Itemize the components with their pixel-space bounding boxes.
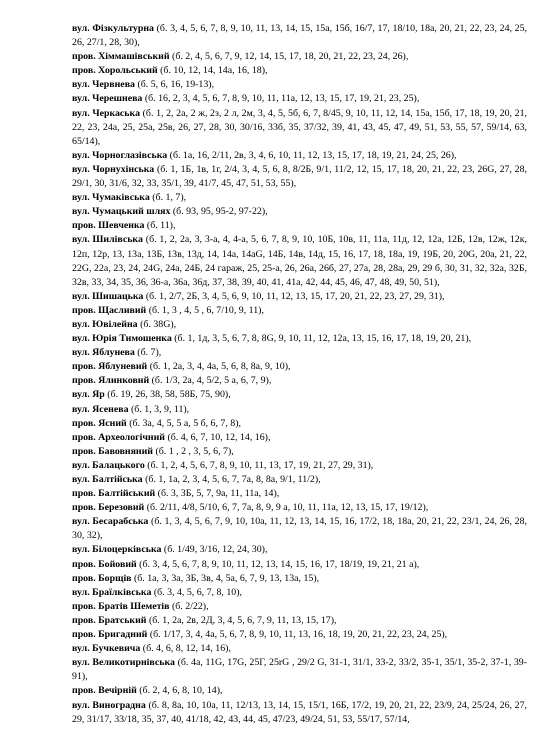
- house-numbers: (б. 1/17, 3, 4, 4а, 5, 6, 7, 8, 9, 10, 11, 13, 16, 18, 19, 20, 21, 22, 23, 24, 25),: [147, 629, 448, 641]
- street-name: вул. Юрія Тимошенка: [72, 333, 172, 345]
- street-entry: [72, 572, 527, 586]
- house-numbers: (б. 2/11, 4/8, 5/10, 6, 7, 7а, 8, 9, 9 а, 10, 11, 11а, 12, 13, 15, 17, 19/12),: [144, 502, 429, 514]
- street-entry: [72, 205, 527, 219]
- street-entry: [72, 586, 527, 600]
- street-entry: [72, 304, 527, 318]
- street-name: вул. Виноградна: [72, 699, 146, 711]
- house-numbers: (б. 3, 4, 5, 6, 7, 8, 9, 10, 11, 12, 13, 14, 15, 16, 17, 18/19, 19, 21, 21 а),: [136, 558, 420, 570]
- street-name: вул. Чорнухінська: [72, 163, 155, 175]
- street-entry: [72, 22, 527, 50]
- house-numbers: (б. 2, 4, 5, 6, 7, 9, 12, 14, 15, 17, 18, 20, 21, 22, 23, 24, 26),: [169, 51, 409, 63]
- street-name: вул. Чумаківська: [72, 192, 150, 204]
- street-name: пров. Ясний: [72, 417, 127, 429]
- street-entry: [72, 487, 527, 501]
- street-entry: [72, 543, 527, 557]
- house-numbers: (б. 3а, 4, 5, 5 а, 5 б, 6, 7, 8),: [126, 417, 242, 429]
- street-entry: [72, 163, 527, 191]
- street-name: пров. Хорольський: [72, 65, 158, 77]
- house-numbers: (б. 1/49, 3/16, 12, 24, 30),: [161, 544, 268, 556]
- street-name: вул. Шилівська: [72, 234, 143, 246]
- street-entry: [72, 642, 527, 656]
- street-name: вул. Бучкевича: [72, 643, 141, 655]
- street-entry: [72, 107, 527, 149]
- street-name: вул. Яблунева: [72, 347, 135, 359]
- house-numbers: (б. 1, 2а, 2в, 2Д, 3, 4, 5, 6, 7, 9, 11, 13, 15, 17),: [146, 614, 337, 626]
- street-name: пров. Шевченка: [72, 220, 145, 232]
- house-numbers: (б. 5, 6, 16, 19-13),: [134, 79, 215, 91]
- house-numbers: (б. 3, 3Б, 5, 7, 9а, 11, 11а, 14),: [155, 488, 280, 500]
- house-numbers: (б. 1, 2, 2а, 3, 3-а, 4, 4-а, 5, 6, 7, 8, 9, 10, 10Б, 10в, 11, 11а, 11д, 12, 12а, 12Б, 12в, 12ж, 12к, 12п, 12р, 13, 13а, 13Б, 13в, 13д, 14, 14а, 14аG, 14Б, 14в, 14д, 15, 16, 17, 18, 18а, 19, 19Б, 20, 20G, 20а, 21, 22, 22G, 22а, 23, 24, 24G, 24а, 24Б, 24 гараж, 25, 25-а, 26, 26а, 26б, 27, 27а, 28, 28а, 29, 29 б, 30, 31, 32, 32а, 32Б, 32в, 33, 34, 35, 36, 36-а, 36а, 36д, 37, 38, 39, 40, 41, 41а, 42, 44, 45, 46, 47, 48, 49, 50, 51),: [72, 234, 527, 288]
- street-name: пров. Борщів: [72, 572, 132, 584]
- house-numbers: (б. 1а, 3, 3а, 3Б, 3в, 4, 5а, 6, 7, 9, 13, 13а, 15),: [131, 572, 320, 584]
- house-numbers: (б. 1/3, 2а, 4, 5/2, 5 а, 6, 7, 9),: [149, 375, 272, 387]
- street-name: пров. Ялинковий: [72, 375, 150, 387]
- street-name: вул. Ювілейна: [72, 318, 138, 330]
- street-entry: [72, 50, 527, 64]
- street-entry: [72, 501, 527, 515]
- street-name: вул. Яр: [72, 389, 105, 401]
- street-name: вул. Балацького: [72, 459, 145, 471]
- house-numbers: (б. 1, 7),: [149, 192, 187, 204]
- street-entry: [72, 64, 527, 78]
- street-entry: [72, 600, 527, 614]
- street-entry: [72, 149, 527, 163]
- street-name: вул. Балтійська: [72, 474, 143, 485]
- house-numbers: (б. 93, 95, 95-2, 97-22),: [170, 206, 268, 218]
- house-numbers: (б. 1, 2, 2а, 2 ж, 2з, 2 л, 2м, 3, 4, 5, 5б, 6, 7, 8/45, 9, 10, 11, 12, 14, 15а, 15б, 17, 18, 19, 20, 21, 22, 23, 24а, 25, 25а, 25в, 26, 27, 28, 30, 30/16, 33б, 35, 37/32, 39, 41, 43, 45, 47, 49, 51, 53, 55, 57, 59/14, 63, 65/14),: [72, 107, 527, 147]
- street-name: вул. Черкаська: [72, 107, 141, 119]
- street-name: пров. Братський: [72, 614, 147, 626]
- house-numbers: (б. 1, 3, 4, 5, 6, 7, 9, 10, 10а, 11, 12, 13, 14, 15, 16, 17/2, 18, 18а, 20, 21, 22, 23/1, 24, 26, 28, 30, 32),: [72, 516, 528, 542]
- street-name: вул. Ясенева: [72, 403, 129, 415]
- house-numbers: (б. 1 , 2 , 3, 5, 6, 7),: [153, 445, 234, 457]
- street-entry: [72, 78, 527, 92]
- street-entry: [72, 92, 527, 106]
- street-name: вул. Бесарабська: [72, 516, 149, 528]
- house-numbers: (б. 1а, 16, 2/11, 2в, 3, 4, 6, 10, 11, 12, 13, 15, 17, 18, 19, 21, 24, 25, 26),: [167, 149, 457, 161]
- street-entry: [72, 445, 527, 459]
- street-entry: [72, 558, 527, 572]
- house-numbers: (б. 4а, 11G, 17G, 25Г, 25rG , 29/2 G, 31-1, 31/1, 33-2, 33/2, 35-1, 35/1, 35-2, 37-1, 39-91),: [72, 657, 527, 683]
- house-numbers: (б. 10, 12, 14, 14а, 16, 18),: [157, 65, 268, 77]
- house-numbers: (б. 2/22),: [169, 600, 209, 612]
- street-entry: [72, 459, 527, 473]
- house-numbers: (б. 3, 4, 5, 6, 7, 8, 9, 10, 11, 13, 14, 15, 15а, 15б, 16/7, 17, 18/10, 18а, 20, 21, 22, 23, 24, 25, 26, 27/1, 28, 30),: [72, 23, 527, 49]
- street-entry: [72, 628, 527, 642]
- street-name: пров. Бригадний: [72, 629, 148, 641]
- street-name: пров. Хіммашівський: [72, 51, 170, 63]
- house-numbers: (б. 2, 4, 6, 8, 10, 14),: [136, 685, 223, 697]
- house-numbers: (б. 1, 1Б, 1в, 1г, 2/4, 3, 4, 5, 6, 8, 8/2Б, 9/1, 11/2, 12, 15, 17, 18, 20, 21, 22, 23, 26G, 27, 28, 29/1, 30, 31/6, 32, 33, 35/1, 39, 41/7, 45, 47, 51, 53, 55),: [72, 163, 527, 190]
- street-name: вул. Чумацький шлях: [72, 206, 171, 218]
- house-numbers: (б. 1, 1д, 3, 5, 6, 7, 8, 8G, 9, 10, 11, 12, 12а, 13, 15, 16, 17, 18, 19, 20, 21),: [171, 333, 472, 345]
- street-entry: [72, 684, 527, 698]
- street-entry: [72, 515, 527, 543]
- street-name: вул. Червнева: [72, 79, 135, 91]
- street-name: вул. Черешнева: [72, 93, 143, 105]
- street-entry: [72, 374, 527, 388]
- house-numbers: (б. 19, 26, 38, 58, 58Б, 75, 90),: [104, 389, 231, 401]
- street-entry: [72, 360, 527, 374]
- street-name: вул. Великотирнівська: [72, 657, 175, 669]
- street-entry: [72, 191, 527, 205]
- house-numbers: (б. 8, 8а, 10, 10а, 11, 12/13, 13, 14, 15, 15/1, 16Б, 17/2, 19, 20, 21, 22, 23/9, 24, 25/24, 26, 27, 29, 31/17, 33/18, 35, 37, 40, 41/18, 42, 43, 44, 45, 47/23, 49/24, 51, 53, 55/17, 57/14,: [72, 699, 527, 725]
- street-name: пров. Балтійський: [72, 488, 156, 500]
- street-entry: [72, 431, 527, 445]
- street-name: вул. Фізкультурна: [72, 23, 154, 34]
- house-numbers: (б. 7),: [134, 347, 162, 359]
- house-numbers: (б. 1, 2а, 3, 4, 4а, 5, 6, 8, 8а, 9, 10),: [147, 361, 291, 373]
- house-numbers: (б. 3, 4, 5, 6, 7, 8, 10),: [151, 586, 242, 598]
- house-numbers: (б. 1, 3 , 4, 5 , 6, 7/10, 9, 11),: [146, 304, 264, 316]
- street-entry: [72, 473, 527, 487]
- street-name: вул. Білоцерківська: [72, 544, 162, 556]
- street-entry: [72, 332, 527, 346]
- house-numbers: (б. 1, 1а, 2, 3, 4, 5, 6, 7, 7а, 8, 8а, 9/1, 11/2),: [142, 474, 321, 485]
- house-numbers: (б. 1, 3, 9, 11),: [128, 403, 190, 415]
- street-entry: [72, 290, 527, 304]
- street-name: пров. Археологічний: [72, 431, 165, 443]
- street-entry: [72, 656, 527, 684]
- street-entry: [72, 219, 527, 233]
- street-name: пров. Братів Шеметів: [72, 600, 170, 612]
- street-name: пров. Березовий: [72, 502, 145, 514]
- house-numbers: (б. 4, 6, 7, 10, 12, 14, 16),: [165, 431, 271, 443]
- street-entry: [72, 346, 527, 360]
- house-numbers: (б. 1, 2, 4, 5, 6, 7, 8, 9, 10, 11, 13, 17, 19, 21, 27, 29, 31),: [144, 459, 374, 471]
- house-numbers: (б. 1, 2/7, 2Б, 3, 4, 5, 6, 9, 10, 11, 12, 13, 15, 17, 20, 21, 22, 23, 27, 29, 31),: [143, 290, 445, 302]
- street-name: пров. Щасливий: [72, 304, 147, 316]
- house-numbers: (б. 38G),: [137, 318, 177, 330]
- house-numbers: (б. 16, 2, 3, 4, 5, 6, 7, 8, 9, 10, 11, 11а, 12, 13, 15, 17, 19, 21, 23, 25),: [142, 93, 420, 105]
- street-name: вул. Шишацька: [72, 290, 144, 302]
- street-entry: [72, 318, 527, 332]
- street-entry: [72, 614, 527, 628]
- house-numbers: (б. 4, 6, 8, 12, 14, 16),: [140, 643, 231, 655]
- street-name: пров. Бойовий: [72, 558, 137, 570]
- street-entry: [72, 699, 527, 727]
- street-name: вул. Чорноглазівська: [72, 149, 168, 161]
- house-numbers: (б. 11),: [144, 220, 176, 232]
- street-name: пров. Вечірній: [72, 685, 137, 697]
- street-name: пров. Яблуневий: [72, 361, 148, 373]
- street-entry: [72, 403, 527, 417]
- street-entry: [72, 417, 527, 431]
- street-name: пров. Бавовняний: [72, 445, 154, 457]
- street-name: вул. Браїлківська: [72, 586, 152, 598]
- street-entry: [72, 388, 527, 402]
- street-entry: [72, 233, 527, 289]
